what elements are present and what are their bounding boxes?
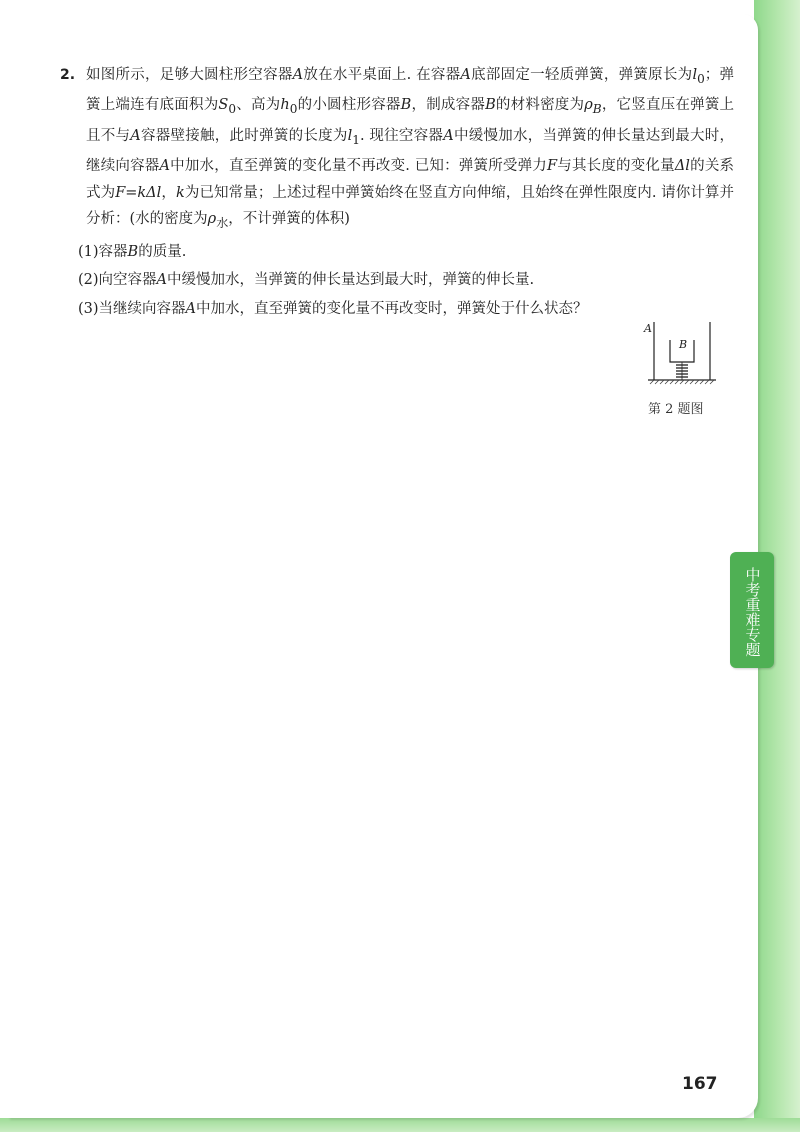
- green-border-bottom: [0, 1118, 800, 1132]
- page-number: 167: [682, 1074, 718, 1094]
- question-body: 如图所示，足够大圆柱形空容器A放在水平桌面上. 在容器A底部固定一轻质弹簧，弹簧原长为$l_0$；弹簧上端连有底面积为$S_0$、高为$h_0$的小圆柱形容器B，制成容器B的材料密度为$\rho_B$，它竖直压在弹簧上且不与A容器壁接触，此时弹簧的长度为$l_1$. 现往空容器A中缓慢加水，当弹簧的伸长量达到最大时，继续向容器A中加水，直至弹簧的变化量不再改变. 已知：弹簧所受弹力F与其长度的变化量Δl的关系式为F=kΔl，k为已知常量；上述过程中弹簧始终在竖直方向伸缩，且始终在弹性限度内. 请你计算并分析：(水的密度为$\rho_水$，不计弹簧的体积): [86, 67, 735, 231]
- container-spring-diagram: [640, 318, 730, 390]
- sub-question-3: (3)当继续向容器A中加水，直至弹簧的变化量不再改变时，弹簧处于什么状态？: [78, 300, 588, 317]
- chapter-side-tab: [730, 552, 774, 668]
- figure-caption: 第 2 题图: [648, 402, 704, 417]
- side-tab-label: 中考重难专题: [743, 567, 762, 657]
- label-B: B: [679, 338, 688, 351]
- sub-question-2: (2)向空容器A中缓慢加水，当弹簧的伸长量达到最大时，弹簧的伸长量.: [78, 272, 535, 289]
- sub-question-1: (1)容器B的质量.: [78, 243, 187, 260]
- label-A: A: [644, 322, 652, 335]
- question-number: 2.: [60, 67, 76, 83]
- question-2: [60, 62, 734, 322]
